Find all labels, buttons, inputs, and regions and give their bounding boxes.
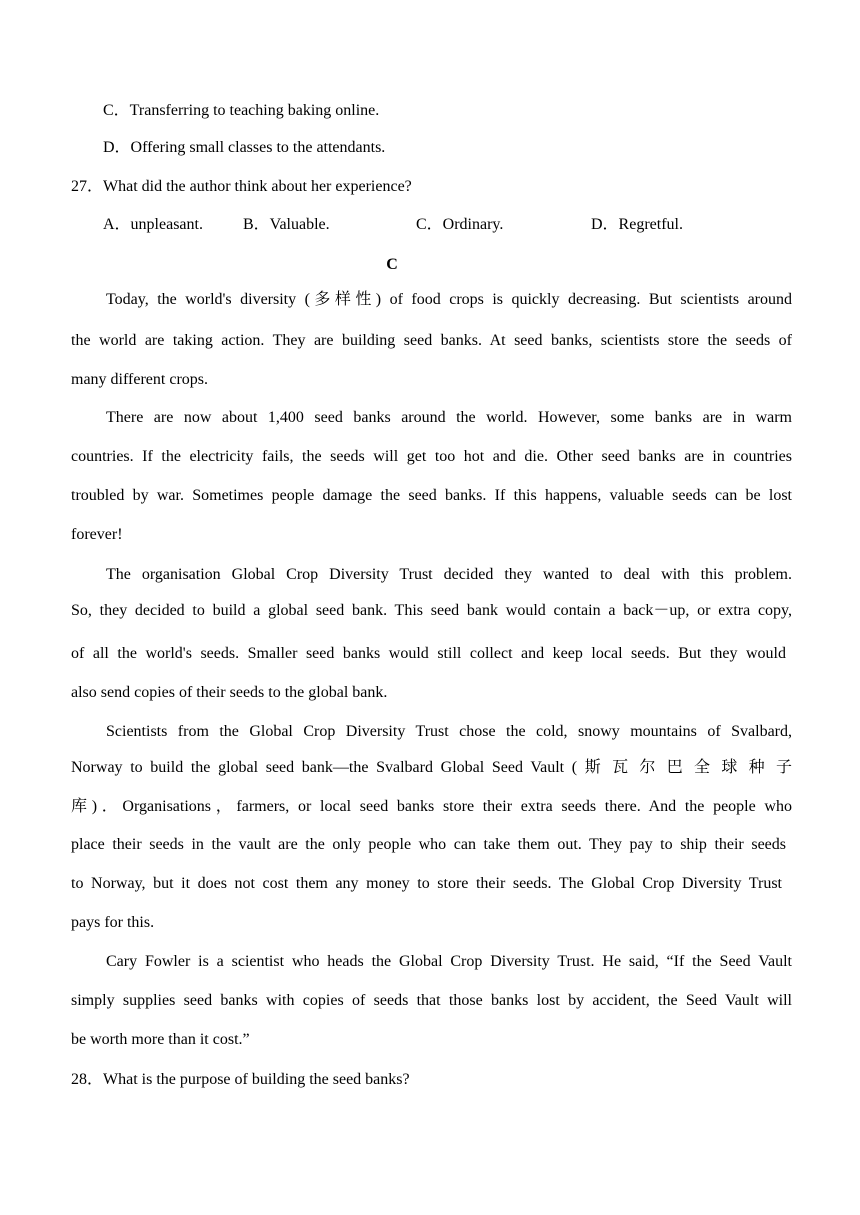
passage-line: Today, the world's diversity (多样性) of food crops is quickly decreasing. But scientists around	[106, 291, 792, 308]
passage-line: be worth more than it cost.”	[71, 1031, 250, 1048]
passage-line: troubled by war. Sometimes people damage the seed banks. If this happens, valuable seeds can be lost	[71, 487, 792, 504]
passage-line: simply supplies seed banks with copies of seeds that those banks lost by accident, the Seed Vault will	[71, 992, 792, 1009]
q27-option-a: A．unpleasant.	[103, 216, 203, 233]
q27-option-c: C．Ordinary.	[416, 216, 504, 233]
passage-line: many different crops.	[71, 371, 208, 388]
passage-line: pays for this.	[71, 914, 155, 931]
passage-line: of all the world's seeds. Smaller seed banks would still collect and keep local seeds. But they would	[71, 645, 786, 662]
q28-question: 28．What is the purpose of building the seed banks?	[71, 1071, 410, 1088]
passage-line: So, they decided to build a global seed bank. This seed bank would contain a back－up, or extra copy,	[71, 602, 792, 619]
passage-line: Scientists from the Global Crop Diversity Trust chose the cold, snowy mountains of Svalbard,	[106, 723, 792, 740]
passage-line: forever!	[71, 526, 123, 543]
passage-line: to Norway, but it does not cost them any money to store their seeds. The Global Crop Diversity Trust	[71, 875, 782, 892]
passage-line: There are now about 1,400 seed banks around the world. However, some banks are in warm	[106, 409, 792, 426]
passage-line: 库)．Organisations，farmers, or local seed banks store their extra seeds there. And the people who	[71, 798, 792, 815]
q27-question: 27．What did the author think about her experience?	[71, 178, 412, 195]
q27-option-d: D．Regretful.	[591, 216, 683, 233]
passage-line: also send copies of their seeds to the global bank.	[71, 684, 388, 701]
q26-option-c: C．Transferring to teaching baking online.	[103, 102, 380, 119]
passage-line: place their seeds in the vault are the only people who can take them out. They pay to ship their seeds	[71, 836, 786, 853]
passage-line: the world are taking action. They are building seed banks. At seed banks, scientists store the seeds of	[71, 332, 792, 349]
passage-line: Cary Fowler is a scientist who heads the Global Crop Diversity Trust. He said, “If the Seed Vault	[106, 953, 792, 970]
passage-line: Norway to build the global seed bank—the Svalbard Global Seed Vault ( 斯 瓦 尔 巴 全 球 种 子	[71, 759, 793, 776]
passage-line: countries. If the electricity fails, the seeds will get too hot and die. Other seed banks are in countries	[71, 448, 792, 465]
section-heading: C	[386, 256, 398, 273]
q27-option-b: B．Valuable.	[243, 216, 330, 233]
q26-option-d: D．Offering small classes to the attendants.	[103, 139, 386, 156]
passage-line: The organisation Global Crop Diversity Trust decided they wanted to deal with this problem.	[106, 566, 792, 583]
